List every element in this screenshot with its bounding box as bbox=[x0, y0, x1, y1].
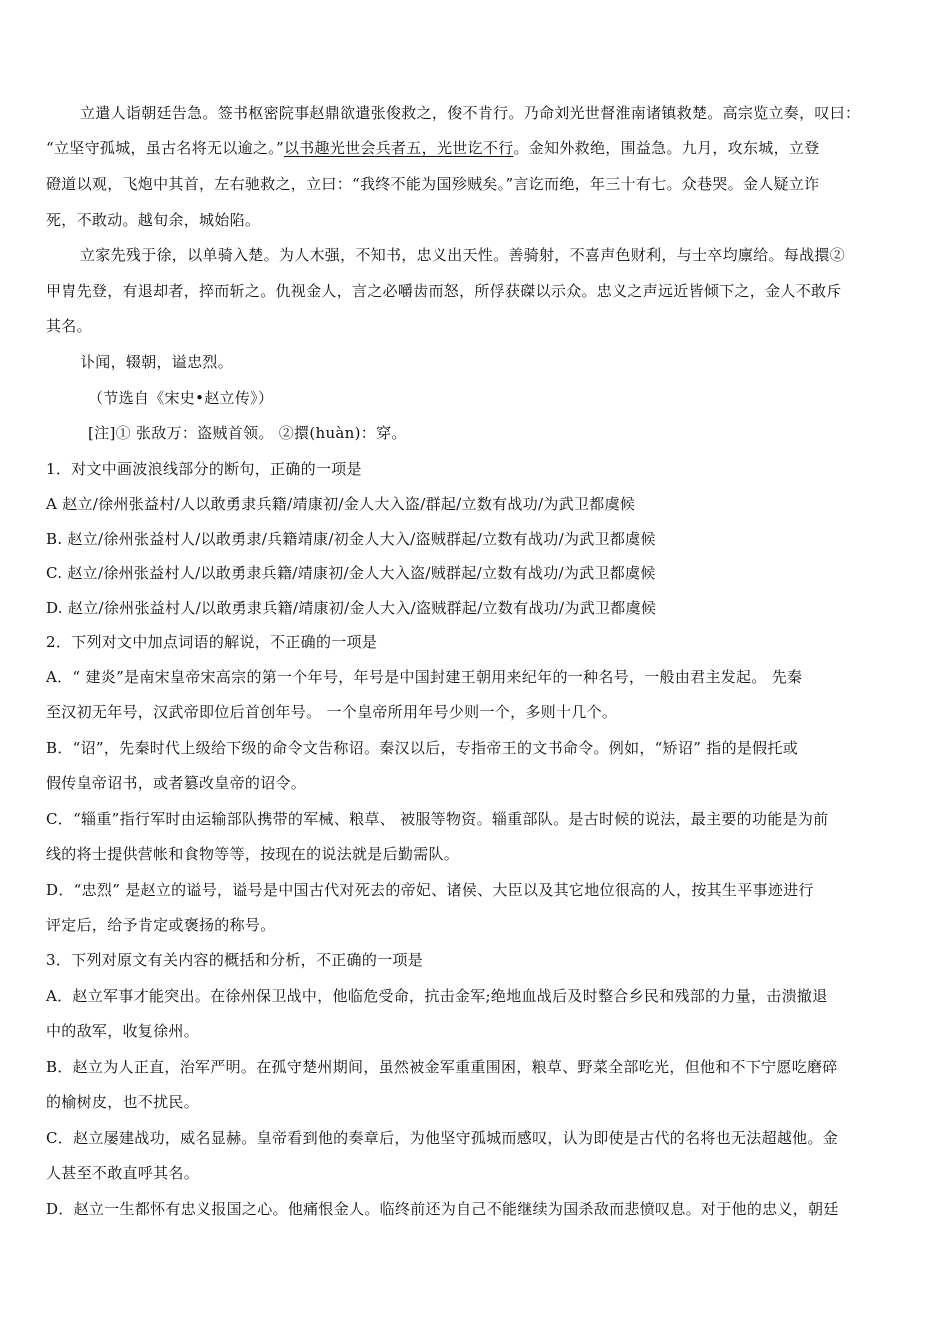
passage-p1-line4: 死，不敢动。越旬余，城始陷。 bbox=[46, 211, 261, 229]
question-3-stem: 3．下列对原文有关内容的概括和分析，不正确的一项是 bbox=[46, 951, 424, 969]
question-2-stem: 2．下列对文中加点词语的解说，不正确的一项是 bbox=[46, 633, 378, 651]
question-2-option-d-line2: 评定后，给予肯定或褒扬的称号。 bbox=[46, 916, 276, 934]
passage-p3: 讣闻，辍朝，谥忠烈。 bbox=[80, 353, 234, 371]
question-3-option-d-line1: D．赵立一生都怀有忠义报国之心。他痛恨金人。临终前还为自己不能继续为国杀敌而悲愤叹息。对于他的忠义，朝廷 bbox=[46, 1200, 839, 1218]
question-1-stem: 1．对文中画波浪线部分的断句，正确的一项是 bbox=[46, 460, 362, 478]
passage-text: 。金知外救绝，围益急。九月，攻东城，立登 bbox=[513, 139, 820, 157]
question-1-option-b: B. 赵立/徐州张益村人/以敢勇隶/兵籍靖康/初金人大入/盗贼群起/立数有战功/为武卫都虞候 bbox=[46, 530, 656, 548]
question-2-option-b-line1: B．“诏”，先秦时代上级给下级的命令文告称诏。秦汉以后，专指帝王的文书命令。例如，“矫诏” 指的是假托或 bbox=[46, 739, 799, 757]
quote-text: “立坚守孤城，虽古名将无以逾之。” bbox=[46, 139, 284, 157]
passage-p2-line3: 其名。 bbox=[46, 317, 92, 335]
passage-p1-line1: 立遣人诣朝廷告急。签书枢密院事赵鼎欲遣张俊救之，俊不肯行。乃命刘光世督淮南诸镇救楚。高宗览立奏，叹曰： bbox=[80, 104, 861, 122]
passage-p1-line3: 磴道以观，飞炮中其首，左右驰救之，立曰：“我终不能为国殄贼矣。”言讫而绝，年三十有七。众巷哭。金人疑立诈 bbox=[46, 175, 820, 193]
question-3-option-a-line2: 中的敌军，收复徐州。 bbox=[46, 1022, 200, 1040]
question-2-option-a-line2: 至汉初无年号，汉武帝即位后首创年号。 一个皇帝所用年号少则一个，多则十几个。 bbox=[46, 703, 618, 721]
passage-p1-line2 bbox=[46, 138, 906, 158]
question-1-option-c: C. 赵立/徐州张益村人/以敢勇隶兵籍/靖康初/金人大入盗/贼群起/立数有战功/为武卫都虞候 bbox=[46, 564, 656, 582]
question-3-option-a-line1: A．赵立军事才能突出。在徐州保卫战中，他临危受命，抗击金军;绝地血战后及时整合乡民和残部的力量，击溃撤退 bbox=[46, 987, 828, 1005]
question-3-option-b-line2: 的榆树皮，也不扰民。 bbox=[46, 1093, 200, 1111]
underlined-sentence: 以书趣光世会兵者五，光世讫不行 bbox=[283, 139, 514, 157]
passage-note: [注]① 张敌万：盗贼首领。 ②擐(huàn)：穿。 bbox=[88, 424, 407, 442]
question-3-option-c-line2: 人甚至不敢直呼其名。 bbox=[46, 1164, 200, 1182]
question-2-option-a-line1: A．“ 建炎”是南宋皇帝宋高宗的第一个年号，年号是中国封建王朝用来纪年的一种名号，一般由君主发起。 先秦 bbox=[46, 668, 803, 686]
question-2-option-c-line1: C．“辎重”指行军时由运输部队携带的军械、粮草、 被服等物资。辎重部队。是古时候的说法，最主要的功能是为前 bbox=[46, 810, 829, 828]
question-2-option-c-line2: 线的将士提供营帐和食物等等，按现在的说法就是后勤需队。 bbox=[46, 845, 460, 863]
question-3-option-c-line1: C．赵立屡建战功，威名显赫。皇帝看到他的奏章后，为他坚守孤城而感叹，认为即使是古代的名将也无法超越他。金 bbox=[46, 1129, 839, 1147]
question-1-option-d: D. 赵立/徐州张益村人/以敢勇隶兵籍/靖康初/金人大入/盗贼群起/立数有战功/为武卫都虞候 bbox=[46, 599, 657, 617]
question-3-option-b-line1: B．赵立为人正直，治军严明。在孤守楚州期间，虽然被金军重重围困，粮草、野菜全部吃光，但他和不下宁愿吃磨碎 bbox=[46, 1058, 838, 1076]
passage-p2-line2: 甲胄先登，有退却者，捽而斩之。仇视金人，言之必嚼齿而怒，所俘获磔以示众。忠义之声远近皆倾下之，金人不敢斥 bbox=[46, 282, 842, 300]
passage-p2-line1: 立家先残于徐，以单骑入楚。为人木强，不知书，忠义出天性。善骑射，不喜声色财利，与士卒均廪给。每战擐② bbox=[80, 246, 846, 264]
question-2-option-d-line1: D．“忠烈” 是赵立的谥号，谥号是中国古代对死去的帝妃、诸侯、大臣以及其它地位很高的人，按其生平事迹进行 bbox=[46, 881, 814, 899]
question-1-option-a: A 赵立/徐州张益村/人以敢勇隶兵籍/靖康初/金人大入盗/群起/立数有战功/为武卫都虞候 bbox=[46, 495, 636, 513]
question-2-option-b-line2: 假传皇帝诏书，或者篡改皇帝的诏令。 bbox=[46, 774, 307, 792]
passage-source: （节选自《宋史•赵立传》） bbox=[88, 389, 274, 407]
